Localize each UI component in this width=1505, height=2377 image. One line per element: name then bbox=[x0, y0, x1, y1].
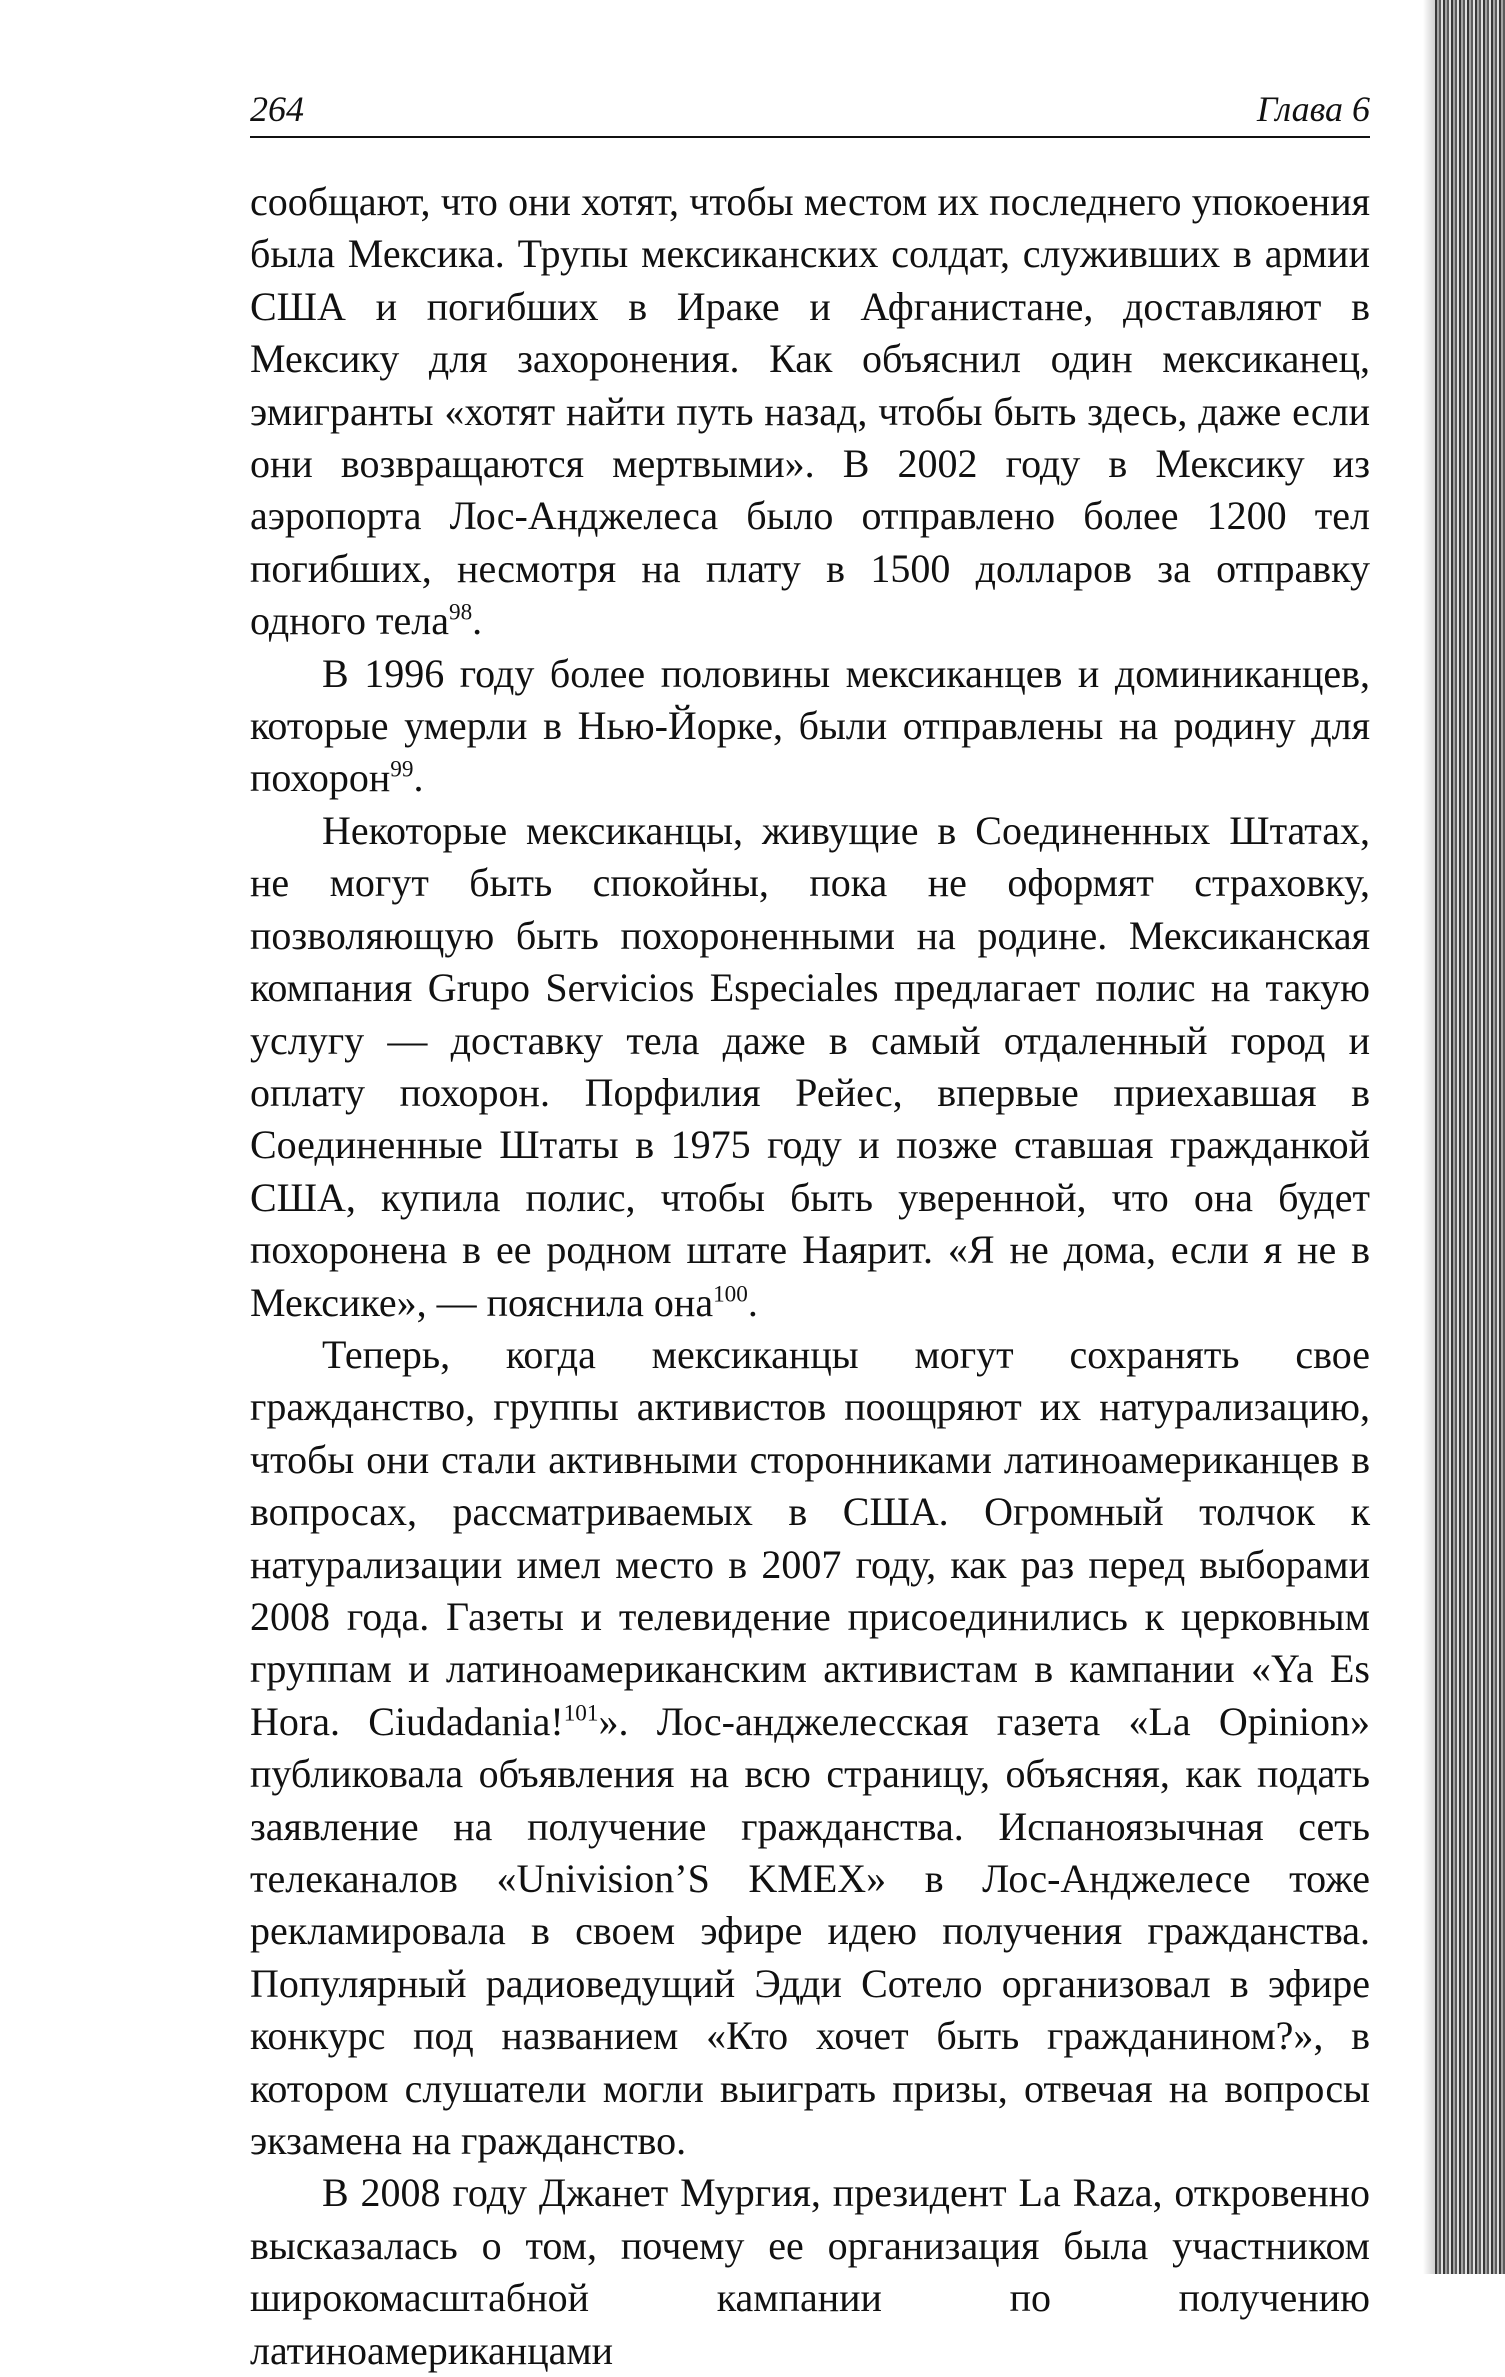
paragraph-text: Теперь, когда мексиканцы могут сохранять свое гражданство, группы активистов поощряют их натурализацию, чтобы они стали активными сторонниками латиноамериканцев в вопросах, рассматриваемых в США. Огромный толчок к натурализации имел место в 2007 году, как раз перед выборами 2008 года. Газеты и телевидение присоединились к церковным группам и латиноамериканским активистам в кампании «Ya Es Hora. Ciudadania! bbox=[250, 1331, 1370, 1744]
paragraph-text: В 1996 году более половины мексиканцев и доминиканцев, которые умерли в Нью-Йорке, были отправлены на родину для похорон bbox=[250, 650, 1370, 801]
paragraph-text: сообщают, что они хотят, чтобы местом их последнего упокоения была Мексика. Трупы мексиканских солдат, служивших в армии США и погибших в Ираке и Афганистане, доставляют в Мексику для захоронения. Как объяснил один мексиканец, эмигранты «хотят найти путь назад, чтобы быть здесь, даже если они возвращаются мертвыми». В 2002 году в Мексику из аэропорта Лос-Анджелеса было отправлено более 1200 тел погибших, несмотря на плату в 1500 долларов за отправку одного тела bbox=[250, 179, 1370, 644]
page-number: 264 bbox=[250, 89, 304, 129]
footnote-ref: 101 bbox=[563, 1700, 599, 1727]
scan-binding-edge bbox=[1435, 0, 1505, 2274]
paragraph-tail: . bbox=[472, 598, 483, 644]
paragraph-tail: . bbox=[413, 755, 424, 801]
paragraph bbox=[250, 805, 1370, 1329]
paragraph bbox=[250, 648, 1370, 805]
body-text bbox=[250, 176, 1370, 2377]
paragraph bbox=[250, 1329, 1370, 2168]
paragraph bbox=[250, 2167, 1370, 2377]
chapter-title: Глава 6 bbox=[1256, 89, 1370, 129]
paragraph-text: Некоторые мексиканцы, живущие в Соединенных Штатах, не могут быть спокойны, пока не оформят страховку, позволяющую быть похороненными на родине. Мексиканская компания Grupo Servicios Especiales предлагает полис на такую услугу — доставку тела даже в самый отдаленный город и оплату похорон. Порфилия Рейес, впервые приехавшая в Соединенные Штаты в 1975 году и позже ставшая гражданкой США, купила полис, чтобы быть уверенной, что она будет похоронена в ее родном штате Наярит. «Я не дома, если я не в Мексике», — пояснила она bbox=[250, 807, 1370, 1325]
paragraph-tail: ». Лос-анджелесская газета «La Opinion» публиковала объявления на всю страницу, объясняя, как подать заявление на получение гражданства. Испаноязычная сеть телеканалов «Univision’S KMEX» в Лос-Анджелесе тоже рекламировала в своем эфире идею получения гражданства. Популярный радиоведущий Эдди Сотело организовал в эфире конкурс под названием «Кто хочет быть гражданином?», в котором слушатели могли выиграть призы, отвечая на вопросы экзамена на гражданство. bbox=[250, 1698, 1370, 2164]
running-head bbox=[250, 89, 1370, 138]
paragraph-text: В 2008 году Джанет Мургия, президент La Raza, откровенно высказалась о том, почему ее организация была участником широкомасштабной кампании по получению латиноамериканцами bbox=[250, 2170, 1370, 2373]
scan-shadow bbox=[1423, 0, 1435, 2274]
footnote-ref: 100 bbox=[713, 1281, 748, 1308]
footnote-ref: 99 bbox=[390, 757, 414, 784]
paragraph-tail: . bbox=[747, 1279, 758, 1325]
footnote-ref: 98 bbox=[448, 599, 473, 626]
paragraph-continuation bbox=[250, 176, 1370, 648]
